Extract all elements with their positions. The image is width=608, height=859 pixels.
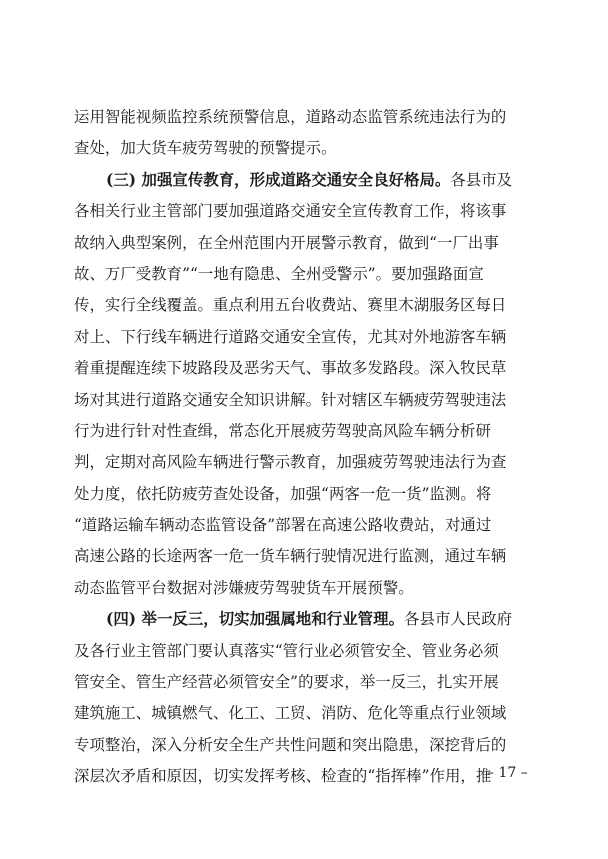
text-line: 行为进行针对性查缉，常态化开展疲劳驾驶高风险车辆分析研: [74, 421, 491, 440]
text-line: 查处，加大货车疲劳驾驶的预警提示。: [74, 139, 337, 158]
section-four-heading: (四) 举一反三，切实加强属地和行业管理。: [106, 610, 405, 629]
text-line: 专项整治，深入分析安全生产共性问题和突出隐患，深挖背后的: [74, 735, 507, 754]
text-line: 处力度，依托防疲劳查处设备，加强“两客一危一货”监测。将: [74, 484, 492, 503]
text-line: 着重提醒连续下坡路段及恶劣天气、事故多发路段。深入牧民草: [74, 359, 507, 378]
text-line: 动态监管平台数据对涉嫌疲劳驾驶货车开展预警。: [74, 578, 414, 597]
section-four-heading-line: [74, 604, 536, 635]
text-line: 故纳入典型案例，在全州范围内开展警示教育，做到“一厂出事: [74, 233, 499, 252]
page-number: – 17 –: [487, 765, 528, 781]
text-line: 深层次矛盾和原因，切实发挥考核、检查的“指挥棒”作用，推: [74, 767, 492, 786]
body-text: [74, 102, 536, 793]
text-line: 高速公路的长途两客一危一货车辆行驶情况进行监测，通过车辆: [74, 547, 507, 566]
text-fragment: 各县市及: [450, 170, 513, 189]
text-line: 对上、下行线车辆进行道路交通安全宣传，尤其对外地游客车辆: [74, 327, 507, 346]
text-line: 各相关行业主管部门要加强道路交通安全宣传教育工作，将该事: [74, 202, 507, 221]
text-line: 场对其进行道路交通安全知识讲解。针对辖区车辆疲劳驾驶违法: [74, 390, 507, 409]
text-line: 故、万厂受教育”“一地有隐患、全州受警示”。要加强路面宣: [74, 264, 484, 283]
text-line: 判，定期对高风险车辆进行警示教育，加强疲劳驾驶违法行为查: [74, 453, 507, 472]
text-line: 传，实行全线覆盖。重点利用五台收费站、赛里木湖服务区每日: [74, 296, 507, 315]
section-three-heading-line: [74, 165, 536, 196]
text-line: 运用智能视频监控系统预警信息，道路动态监管系统违法行为的: [74, 108, 507, 126]
text-line: 管安全、管生产经营必须管安全”的要求，举一反三，扎实开展: [74, 673, 499, 692]
text-line: “道路运输车辆动态监管设备”部署在高速公路收费站，对通过: [74, 516, 492, 535]
section-three-heading: (三) 加强宣传教育，形成道路交通安全良好格局。: [106, 170, 451, 189]
text-line: 及各行业主管部门要认真落实“管行业必须管安全、管业务必须: [74, 641, 499, 660]
text-fragment: 各县市人民政府: [404, 610, 513, 629]
text-line: 建筑施工、城镇燃气、化工、工贸、消防、危化等重点行业领域: [74, 704, 507, 723]
